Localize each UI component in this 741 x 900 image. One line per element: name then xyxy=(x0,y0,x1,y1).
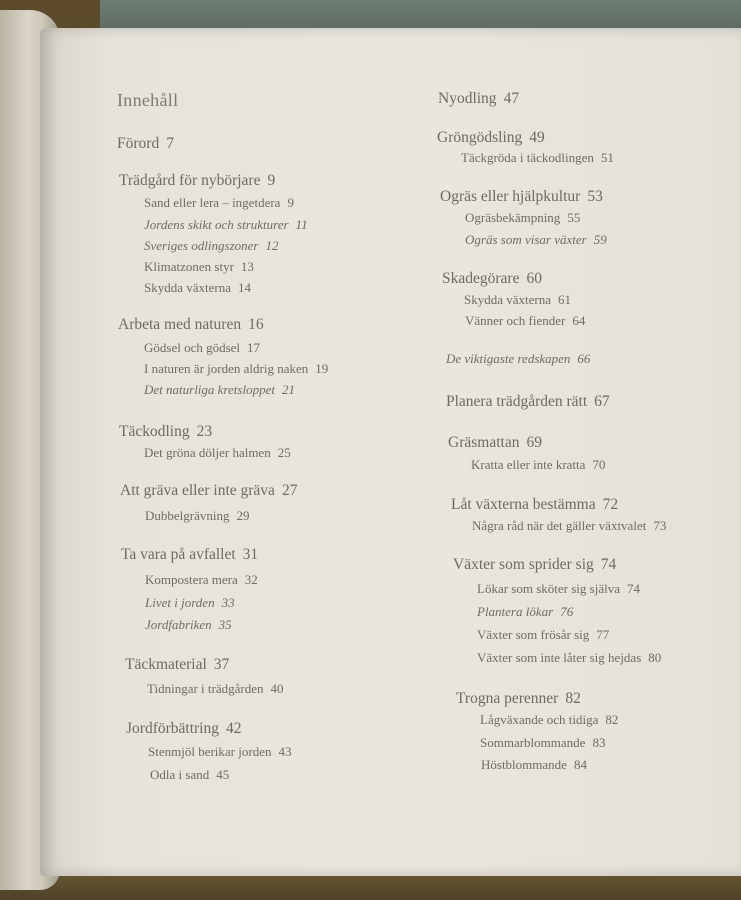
toc-section-entry xyxy=(144,340,260,356)
toc-chapter-entry xyxy=(437,129,545,147)
toc-entry-label: Odla i sand xyxy=(150,767,210,782)
toc-entry-page-number: 61 xyxy=(558,292,572,307)
toc-chapter-entry xyxy=(456,690,581,708)
toc-entry-page-number: 11 xyxy=(295,217,308,232)
cloth-background xyxy=(100,0,741,30)
toc-entry-label: De viktigaste redskapen xyxy=(446,351,571,366)
toc-entry-label: Jordförbättring xyxy=(126,720,219,737)
toc-entry-label: Växter som frösår sig xyxy=(477,627,590,642)
toc-section-entry xyxy=(147,681,284,697)
toc-entry-label: Växter som sprider sig xyxy=(453,556,594,573)
toc-entry-page-number: 29 xyxy=(236,508,250,523)
toc-entry-label: Skadegörare xyxy=(442,270,520,287)
toc-entry-label: Täckodling xyxy=(119,423,190,440)
toc-entry-page-number: 69 xyxy=(526,434,542,451)
toc-section-entry xyxy=(461,150,614,166)
toc-entry-label: Vänner och fiender xyxy=(465,313,566,328)
toc-entry-page-number: 51 xyxy=(600,150,614,165)
toc-entry-label: Låt växterna bestämma xyxy=(451,496,596,513)
toc-entry-label: Stenmjöl berikar jorden xyxy=(148,744,272,759)
toc-chapter-entry xyxy=(119,172,275,190)
toc-entry-label: Kompostera mera xyxy=(145,572,238,587)
toc-section-entry xyxy=(145,572,258,588)
toc-entry-label: Ogräs som visar växter xyxy=(465,232,587,247)
toc-entry-page-number: 25 xyxy=(277,445,291,460)
toc-section-entry xyxy=(144,361,328,377)
toc-chapter-entry xyxy=(121,546,258,564)
toc-entry-page-number: 80 xyxy=(648,650,662,665)
toc-section-entry xyxy=(480,735,605,751)
toc-section-entry xyxy=(144,280,251,296)
toc-entry-page-number: 12 xyxy=(265,238,279,253)
toc-entry-page-number: 17 xyxy=(247,340,261,355)
toc-entry-label: Växter som inte låter sig hejdas xyxy=(477,650,642,665)
toc-entry-page-number: 55 xyxy=(567,210,581,225)
toc-entry-label: Nyodling xyxy=(438,90,497,107)
toc-entry-label: Trogna perenner xyxy=(456,690,559,707)
toc-section-entry xyxy=(465,313,585,329)
toc-entry-label: Att gräva eller inte gräva xyxy=(120,482,275,499)
toc-entry-label: Det gröna döljer halmen xyxy=(144,445,271,460)
toc-entry-label: Trädgård för nybörjare xyxy=(119,172,261,189)
toc-chapter-entry xyxy=(440,188,603,206)
toc-entry-label: Gröngödsling xyxy=(437,129,523,146)
toc-section-entry xyxy=(145,595,235,611)
page-title: Innehåll xyxy=(117,90,179,110)
toc-entry-label: Lågväxande och tidiga xyxy=(480,712,599,727)
toc-section-entry xyxy=(464,292,571,308)
toc-chapter-entry xyxy=(117,135,174,153)
toc-chapter-entry xyxy=(453,556,616,574)
toc-entry-label: Kratta eller inte kratta xyxy=(471,457,586,472)
toc-entry-label: Skydda växterna xyxy=(144,280,232,295)
toc-entry-page-number: 74 xyxy=(600,556,617,573)
toc-entry-label: Förord xyxy=(117,135,160,152)
toc-section-entry xyxy=(477,604,573,620)
toc-section-entry xyxy=(465,232,607,248)
toc-entry-page-number: 67 xyxy=(594,393,610,410)
toc-entry-label: Sand eller lera – ingetdera xyxy=(144,195,281,210)
toc-entry-label: Plantera lökar xyxy=(477,604,554,619)
toc-entry-label: Ogräsbekämpning xyxy=(465,210,561,225)
toc-section-entry xyxy=(144,259,254,275)
toc-entry-label: Skydda växterna xyxy=(464,292,552,307)
toc-entry-page-number: 64 xyxy=(572,313,586,328)
toc-entry-page-number: 82 xyxy=(605,712,619,727)
toc-entry-page-number: 32 xyxy=(244,572,258,587)
toc-section-entry xyxy=(150,767,229,783)
toc-section-entry xyxy=(144,238,278,254)
toc-chapter-entry xyxy=(446,393,610,411)
toc-entry-label: Täckgröda i täckodlingen xyxy=(461,150,594,165)
toc-section-entry xyxy=(144,195,294,211)
toc-entry-page-number: 7 xyxy=(166,135,174,152)
toc-entry-label: Ta vara på avfallet xyxy=(121,546,236,563)
toc-section-entry xyxy=(144,217,308,233)
toc-entry-page-number: 53 xyxy=(587,188,603,205)
toc-section-entry xyxy=(144,445,291,461)
toc-section-entry xyxy=(471,457,605,473)
toc-entry-label: Sommarblommande xyxy=(480,735,586,750)
toc-entry-page-number: 74 xyxy=(626,581,640,596)
toc-entry-page-number: 19 xyxy=(315,361,329,376)
toc-section-entry xyxy=(145,617,232,633)
toc-entry-label: Jordfabriken xyxy=(145,617,212,632)
toc-section-entry xyxy=(480,712,618,728)
toc-entry-page-number: 21 xyxy=(281,382,295,397)
toc-entry-page-number: 66 xyxy=(577,351,591,366)
toc-section-entry xyxy=(477,627,609,643)
toc-entry-page-number: 84 xyxy=(573,757,587,772)
toc-section-entry xyxy=(477,581,640,597)
toc-section-entry xyxy=(446,351,590,367)
toc-entry-page-number: 43 xyxy=(278,744,292,759)
toc-entry-label: Jordens skikt och strukturer xyxy=(144,217,289,232)
toc-entry-label: Det naturliga kretsloppet xyxy=(144,382,275,397)
toc-section-entry xyxy=(148,744,291,760)
toc-entry-page-number: 9 xyxy=(267,172,276,189)
toc-chapter-entry xyxy=(442,270,542,288)
toc-entry-page-number: 45 xyxy=(216,767,230,782)
toc-entry-label: Ogräs eller hjälpkultur xyxy=(440,188,581,205)
toc-entry-page-number: 72 xyxy=(602,496,619,513)
toc-entry-page-number: 76 xyxy=(560,604,574,619)
toc-section-entry xyxy=(481,757,587,773)
toc-entry-page-number: 33 xyxy=(221,595,235,610)
toc-entry-page-number: 31 xyxy=(242,546,259,563)
toc-entry-page-number: 60 xyxy=(526,270,542,287)
toc-chapter-entry xyxy=(120,482,297,500)
toc-entry-page-number: 27 xyxy=(281,482,298,499)
toc-entry-page-number: 40 xyxy=(270,681,284,696)
toc-entry-page-number: 42 xyxy=(225,720,242,737)
toc-chapter-entry xyxy=(118,316,264,334)
toc-entry-page-number: 59 xyxy=(593,232,607,247)
toc-chapter-entry xyxy=(451,496,618,514)
toc-entry-page-number: 9 xyxy=(287,195,294,210)
toc-entry-label: Gräsmattan xyxy=(448,434,520,451)
toc-entry-page-number: 23 xyxy=(196,423,213,440)
toc-section-entry xyxy=(144,382,295,398)
toc-entry-page-number: 37 xyxy=(213,656,230,673)
toc-section-entry xyxy=(465,210,580,226)
toc-entry-label: Sveriges odlingszoner xyxy=(144,238,259,253)
toc-entry-label: Tidningar i trädgården xyxy=(147,681,264,696)
toc-entry-page-number: 14 xyxy=(238,280,252,295)
toc-section-entry xyxy=(472,518,666,534)
toc-section-entry xyxy=(477,650,661,666)
toc-chapter-entry xyxy=(126,720,241,738)
toc-entry-label: Lökar som sköter sig själva xyxy=(477,581,620,596)
toc-entry-label: Täckmaterial xyxy=(125,656,207,673)
toc-entry-label: Arbeta med naturen xyxy=(118,316,242,333)
toc-entry-label: Gödsel och gödsel xyxy=(144,340,241,355)
toc-entry-page-number: 13 xyxy=(240,259,254,274)
toc-chapter-entry xyxy=(119,423,212,441)
toc-entry-label: Höstblommande xyxy=(481,757,567,772)
toc-entry-label: Klimatzonen styr xyxy=(144,259,234,274)
toc-section-entry xyxy=(145,508,249,524)
toc-entry-label: Planera trädgården rätt xyxy=(446,393,588,410)
toc-entry-page-number: 35 xyxy=(218,617,232,632)
toc-entry-label: I naturen är jorden aldrig naken xyxy=(144,361,309,376)
toc-entry-label: Några råd när det gäller växtvalet xyxy=(472,518,647,533)
toc-chapter-entry xyxy=(448,434,542,452)
toc-entry-page-number: 77 xyxy=(596,627,610,642)
toc-entry-page-number: 83 xyxy=(592,735,606,750)
toc-entry-page-number: 82 xyxy=(565,690,581,707)
toc-chapter-entry xyxy=(438,90,519,108)
toc-chapter-entry xyxy=(125,656,229,674)
toc-entry-page-number: 16 xyxy=(248,316,264,333)
toc-entry-page-number: 49 xyxy=(529,129,545,146)
toc-entry-label: Livet i jorden xyxy=(145,595,215,610)
toc-entry-page-number: 47 xyxy=(503,90,520,107)
toc-entry-page-number: 73 xyxy=(653,518,667,533)
toc-entry-label: Dubbelgrävning xyxy=(145,508,230,523)
toc-entry-page-number: 70 xyxy=(592,457,606,472)
